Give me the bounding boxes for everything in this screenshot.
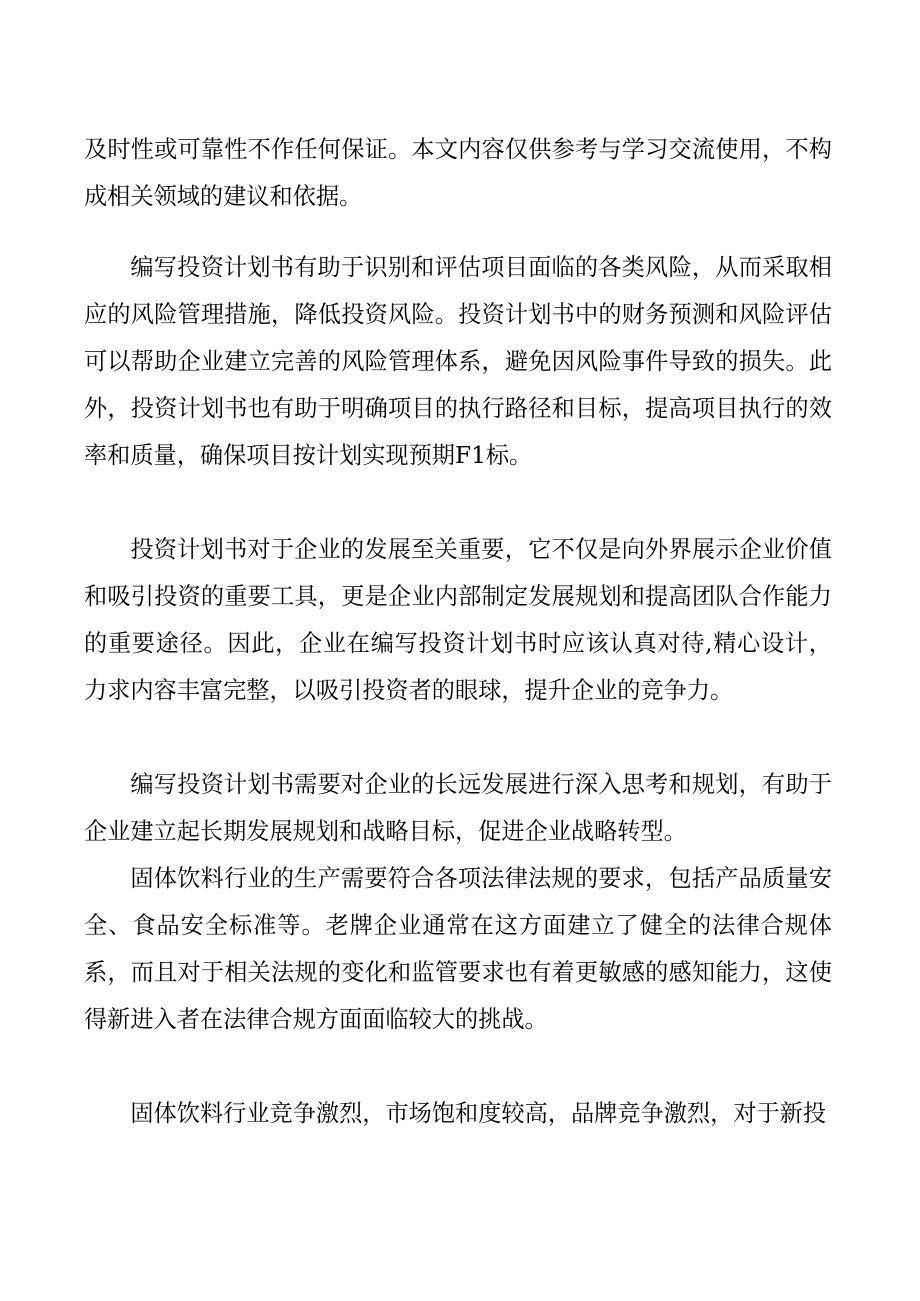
paragraph-long-term-planning: 编写投资计划书需要对企业的长远发展进行深入思考和规划，有助于企业建立起长期发展规划和战略目标，促进企业战略转型。 xyxy=(84,771,832,845)
paragraph-disclaimer-continuation: 及时性或可靠性不作任何保证。本文内容仅供参考与学习交流使用，不构成相关领域的建议和依据。 xyxy=(84,136,832,210)
paragraph-risk-management: 编写投资计划书有助于识别和评估项目面临的各类风险，从而采取相应的风险管理措施，降低投资风险。投资计划书中的财务预测和风险评估可以帮助企业建立完善的风险管理体系，避免因风险事件导致的损失。此外，投资计划书也有助于明确项目的执行路径和目标，提高项目执行的效率和质量，确保项目按计划实现预期F1标。 xyxy=(84,254,832,469)
paragraph-plan-importance: 投资计划书对于企业的发展至关重要，它不仅是向外界展示企业价值和吸引投资的重要工具，更是企业内部制定发展规划和提高团队合作能力的重要途径。因此，企业在编写投资计划书时应该认真对待,精心设计，力求内容丰富完整，以吸引投资者的眼球，提升企业的竞争力。 xyxy=(84,536,832,704)
paragraph-market-competition: 固体饮料行业竞争激烈，市场饱和度较高，品牌竞争激烈，对于新投 xyxy=(130,1100,827,1127)
paragraph-legal-compliance: 固体饮料行业的生产需要符合各项法律法规的要求，包括产品质量安全、食品安全标准等。老牌企业通常在这方面建立了健全的法律合规体系，而且对于相关法规的变化和监管要求也有着更敏感的感知能力，这使得新进入者在法律合规方面面临较大的挑战。 xyxy=(84,865,832,1033)
